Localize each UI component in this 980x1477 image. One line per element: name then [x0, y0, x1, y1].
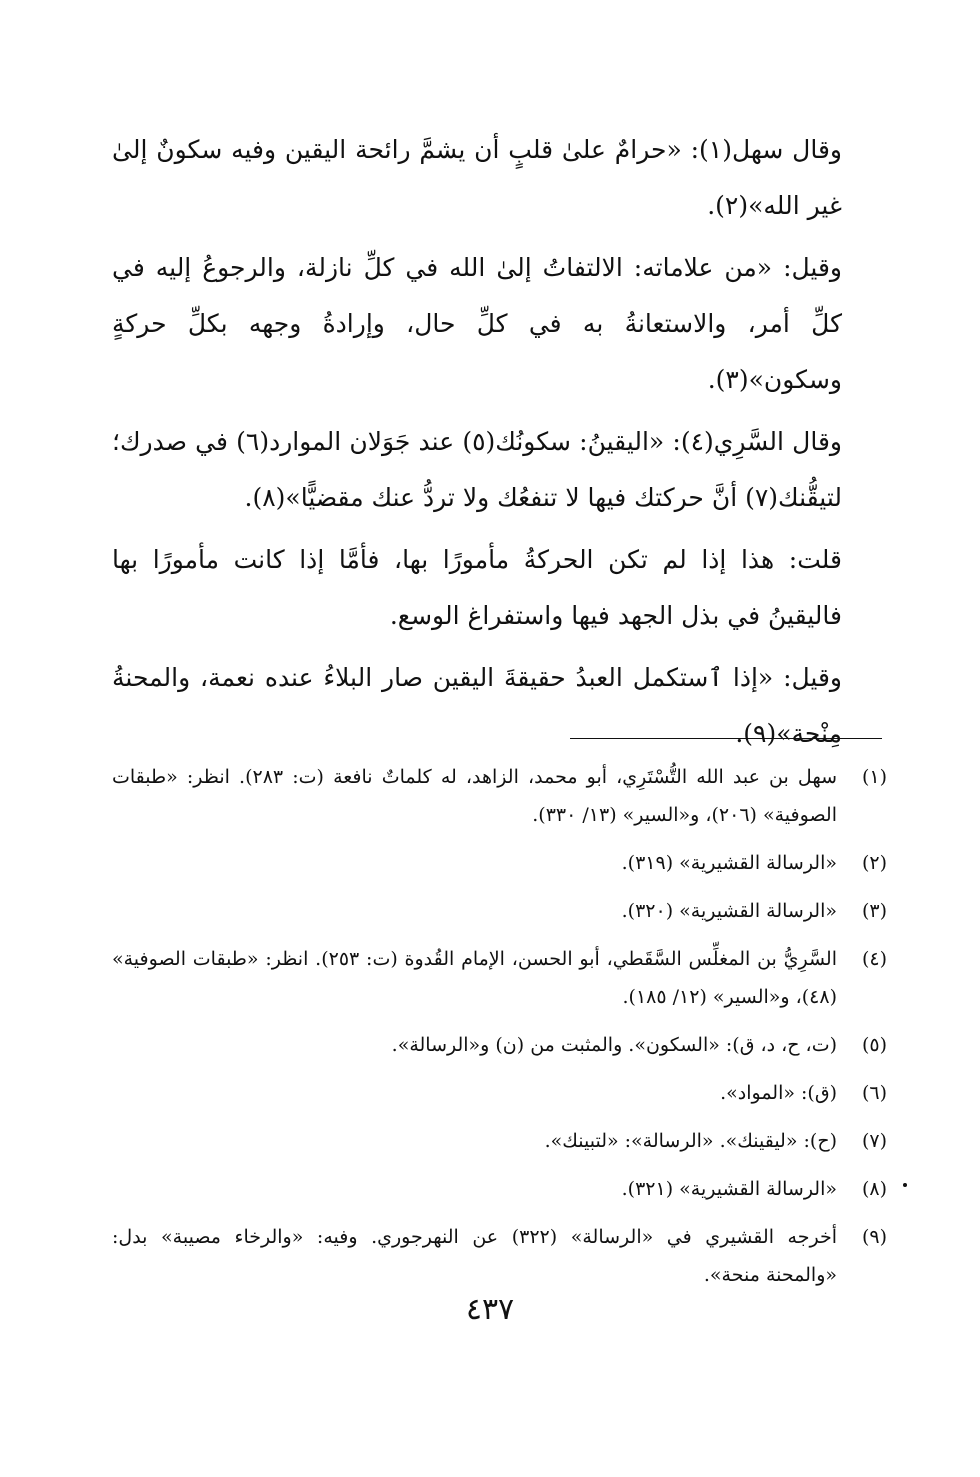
footnote-text: السَّرِيُّ بن المغلِّس السَّقَطي، أبو الحسن، الإمام القُدوة (ت: ٢٥٣). انظر: «طبقات الصوفية» (٤٨)، و«السير» (١٢/ ١٨٥).	[112, 948, 837, 1008]
footnotes	[112, 758, 887, 1304]
paragraph-alamat: وقيل: «من علاماته: الالتفاتُ إلىٰ الله في كلِّ نازلة، والرجوعُ إليه في كلِّ أمر، والاستعانةُ به في كلِّ حال، وإرادةُ وجهه بكلِّ حركةٍ وسكون»(٣).	[112, 253, 842, 394]
footnote-text: (ح): «ليقينك». «الرسالة»: «لتبينك».	[544, 1130, 837, 1152]
footnote-text: (ق): «المواد».	[720, 1082, 837, 1104]
footnote-text: «الرسالة القشيرية» (٣١٩).	[621, 852, 837, 874]
footnote-number: (٨)	[861, 1178, 887, 1200]
footnote-number: (٢)	[861, 852, 887, 874]
footnote-item	[112, 1170, 887, 1208]
footnote-item	[112, 1122, 887, 1160]
paragraph-qultu: قلت: هذا إذا لم تكن الحركةُ مأمورًا بها، فأمَّا إذا كانت مأمورًا بها فاليقينُ في بذل الجهد فيها واستفراغ الوسع.	[112, 545, 842, 630]
footnote-number: (٧)	[861, 1130, 887, 1152]
paragraph-sari: وقال السَّرِي(٤): «اليقينُ: سكونُك(٥) عند جَوَلان الموارد(٦) في صدرك؛ لتيقُّنك(٧) أنَّ حركتك فيها لا تنفعُك ولا تردُّ عنك مقضيًّا»(٨).	[112, 427, 842, 512]
footnote-item	[112, 1026, 887, 1064]
footnote-separator	[570, 738, 882, 739]
footnote-number: (٥)	[861, 1034, 887, 1056]
footnote-number: (١)	[861, 766, 887, 788]
footnote-item	[112, 844, 887, 882]
footnote-text: «الرسالة القشيرية» (٣٢١).	[621, 1178, 837, 1200]
paragraph-sahl: وقال سهل(١): «حرامٌ علىٰ قلبٍ أن يشمَّ رائحة اليقين وفيه سكونٌ إلىٰ غير الله»(٢).	[112, 135, 842, 220]
footnote-text: أخرجه القشيري في «الرسالة» (٣٢٢) عن النهرجوري. وفيه: «والرخاء مصيبة» بدل: «والمحنة منحة».	[112, 1226, 837, 1286]
margin-mark	[903, 1183, 907, 1187]
footnote-item	[112, 758, 887, 834]
footnote-number: (٣)	[861, 900, 887, 922]
footnote-item	[112, 1074, 887, 1112]
footnote-text: «الرسالة القشيرية» (٣٢٠).	[621, 900, 837, 922]
footnote-text: (ت، ح، د، ق): «السكون». والمثبت من (ن) و«الرسالة».	[391, 1034, 837, 1056]
footnote-number: (٩)	[861, 1226, 887, 1248]
footnote-number: (٦)	[861, 1082, 887, 1104]
footnote-item	[112, 940, 887, 1016]
footnote-item	[112, 1218, 887, 1294]
footnote-number: (٤)	[861, 948, 887, 970]
page-number: ٤٣٧	[465, 1292, 515, 1327]
paragraph-istakmal: وقيل: «إذا ٱستكمل العبدُ حقيقةَ اليقين صار البلاءُ عنده نعمة، والمحنةُ مِنْحة»(٩).	[112, 663, 842, 748]
main-text	[112, 122, 842, 768]
footnote-item	[112, 892, 887, 930]
footnote-text: سهل بن عبد الله التُّسْتَرِي، أبو محمد، الزاهد، له كلماتٌ نافعة (ت: ٢٨٣). انظر: «طبقات الصوفية» (٢٠٦)، و«السير» (١٣/ ٣٣٠).	[112, 766, 837, 826]
